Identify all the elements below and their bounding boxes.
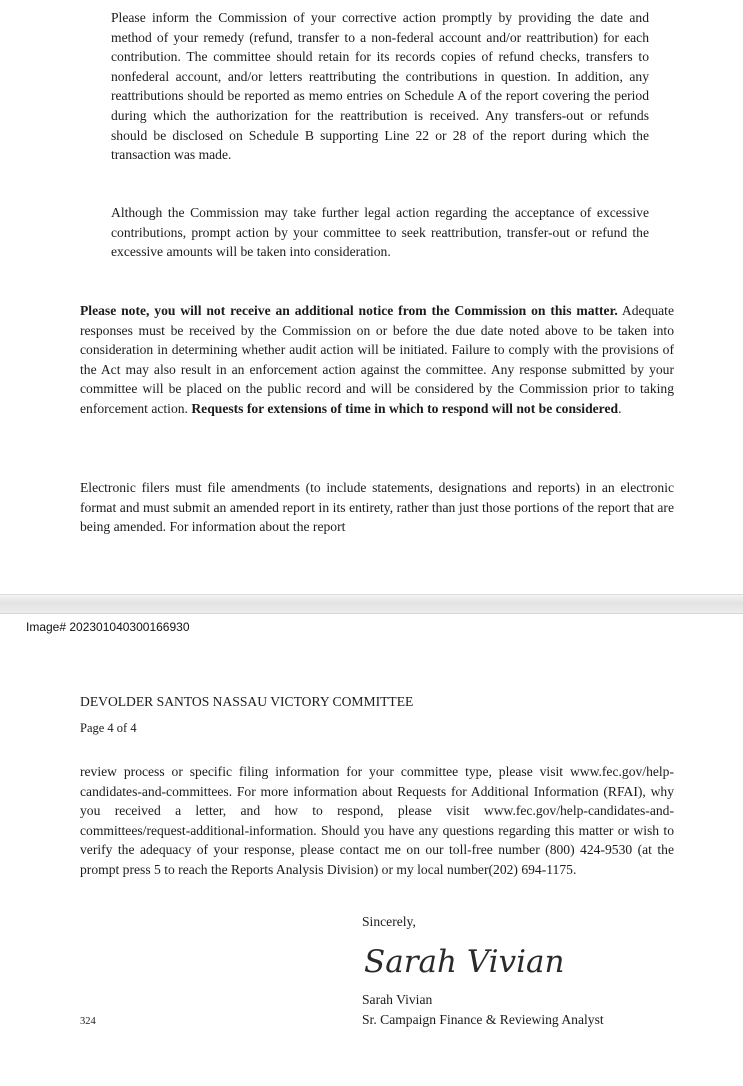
svg-text:Sarah Vivian: Sarah Vivian [364, 944, 565, 980]
no-extensions-notice: Requests for extensions of time in which to respond will not be considered [191, 400, 619, 416]
committee-name: DEVOLDER SANTOS NASSAU VICTORY COMMITTEE [80, 694, 414, 709]
footer-code: 324 [80, 1016, 96, 1027]
page-number-label: Page 4 of 4 [80, 721, 137, 735]
page-break-gap [0, 594, 743, 614]
please-note-paragraph [80, 301, 674, 419]
corrective-action-paragraph: Please inform the Commission of your corrective action promptly by providing the date and method of your remedy (refund, transfer to a non-federal account and/or reattribution) for each contribution. The committee should retain for its records copies of refund checks, transfers to nonfederal account, and/or letters reattributing the contributions in question. In addition, any reattributions should be reported as memo entries on Schedule A of the report covering the period during which the authorization for the reattribution is received. Any transfers-out or refunds should be disclosed on Schedule B supporting Line 22 or 28 of the report during which the transaction was made. [111, 10, 649, 163]
handwritten-signature [360, 932, 580, 986]
further-action-paragraph: Although the Commission may take further legal action regarding the acceptance of excessive contributions, prompt action by your committee to seek reattribution, transfer-out or refund the excessive amounts will be taken into consideration. [111, 205, 649, 260]
signer-title: Sr. Campaign Finance & Reviewing Analyst [362, 1012, 604, 1027]
contact-info-paragraph: review process or specific filing information for your committee type, please visit www.fec.gov/help-candidates-and-committees. For more information about Requests for Additional Information (RFAI), why you received a letter, and how to respond, please visit www.fec.gov/help-candidates-and-committees/request-additional-information. Should you have any questions regarding this matter or wish to verify the adequacy of your response, please contact me on our toll-free number (800) 424-9530 (at the prompt press 5 to reach the Reports Analysis Division) or my local number(202) 694-1175. [80, 764, 674, 877]
signer-name: Sarah Vivian [362, 992, 433, 1007]
please-note-lead: Please note, you will not receive an additional notice from the Commission on this matter. [80, 303, 618, 318]
electronic-filers-paragraph: Electronic filers must file amendments (to include statements, designations and reports) in an electronic format and must submit an amended report in its entirety, rather than just those portions of the report that are being amended. For information about the report [80, 480, 674, 535]
image-id-label: Image# 202301040300166930 [26, 620, 190, 634]
closing-salutation: Sincerely, [362, 914, 416, 929]
please-note-end: . [618, 400, 622, 416]
please-note-body: Adequate responses must be received by the Commission on or before the due date noted above to be taken into consideration in determining whether audit action will be initiated. Failure to comply with the provisions of the Act may also result in an enforcement action against the committee. Any response submitted by your committee will be placed on the public record and will be considered by the Commission prior to taking enforcement action. [80, 303, 674, 416]
